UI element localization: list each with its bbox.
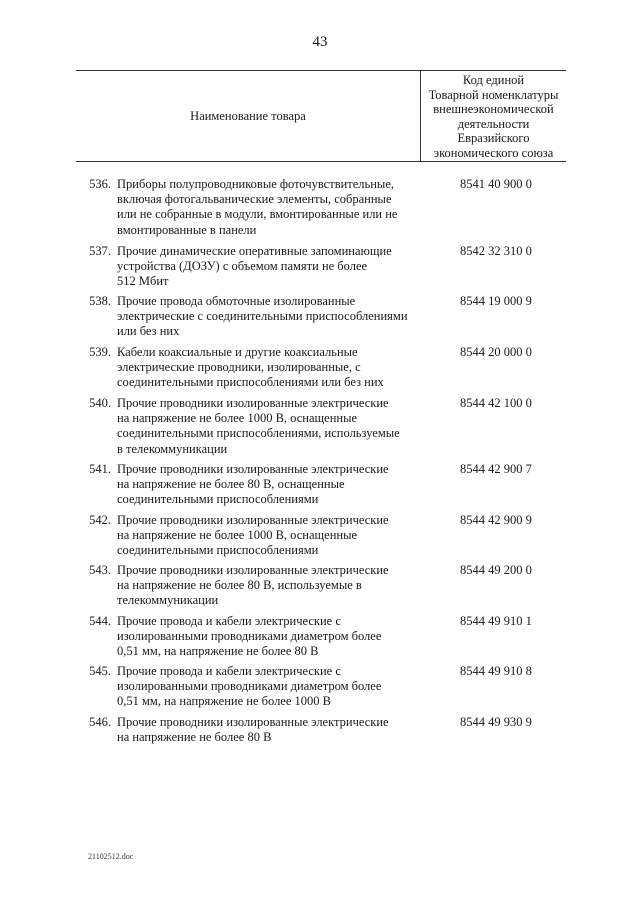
description-line: соединительными приспособлениями: [117, 543, 319, 558]
row-description: [117, 614, 417, 660]
row-code: 8542 32 310 0: [460, 244, 532, 258]
row-code: 8544 49 930 9: [460, 715, 532, 729]
description-line: на напряжение не более 80 В: [117, 730, 272, 745]
row-number: 546.: [89, 715, 111, 729]
row-code: 8544 49 200 0: [460, 563, 532, 577]
row-description: [117, 177, 417, 238]
row-description: [117, 294, 417, 340]
row-description: [117, 396, 417, 457]
header-code-line: Евразийского: [457, 131, 530, 146]
description-line: Прочие проводники изолированные электрические: [117, 462, 389, 476]
description-line: соединительными приспособлениями или без них: [117, 375, 384, 390]
description-line: соединительными приспособлениями, используемые: [117, 426, 400, 441]
description-line: электрические проводники, изолированные, с: [117, 360, 361, 375]
description-line: на напряжение не более 1000 В, оснащенные: [117, 528, 358, 543]
description-line: Кабели коаксиальные и другие коаксиальные: [117, 345, 358, 359]
row-code: 8544 42 900 7: [460, 462, 532, 476]
page-number: 43: [312, 34, 328, 50]
row-description: [117, 513, 417, 559]
footer-file-name: 21102512.doc: [88, 852, 134, 861]
description-line: Прочие провода обмоточные изолированные: [117, 294, 356, 308]
row-number: 537.: [89, 244, 111, 258]
description-line: включая фотогальванические элементы, собранные: [117, 192, 392, 207]
description-line: или без них: [117, 324, 180, 339]
description-line: Прочие провода и кабели электрические с: [117, 614, 341, 628]
description-line: изолированными проводниками диаметром более: [117, 679, 382, 694]
header-code-line: внешнеэкономической: [433, 102, 554, 117]
description-line: на напряжение не более 80 В, оснащенные: [117, 477, 345, 492]
description-line: Прочие проводники изолированные электрические: [117, 563, 389, 577]
description-line: телекоммуникации: [117, 593, 219, 608]
row-code: 8544 20 000 0: [460, 345, 532, 359]
description-line: или не собранные в модули, вмонтированные или не: [117, 207, 398, 222]
table-header: [76, 70, 566, 162]
row-number: 544.: [89, 614, 111, 628]
description-line: 512 Мбит: [117, 274, 169, 289]
row-number: 542.: [89, 513, 111, 527]
description-line: на напряжение не более 1000 В, оснащенные: [117, 411, 358, 426]
description-line: соединительными приспособлениями: [117, 492, 319, 507]
row-description: [117, 345, 417, 391]
description-line: Прочие проводники изолированные электрические: [117, 513, 389, 527]
description-line: 0,51 мм, на напряжение не более 80 В: [117, 644, 319, 659]
row-number: 538.: [89, 294, 111, 308]
row-description: [117, 715, 417, 745]
row-number: 543.: [89, 563, 111, 577]
description-line: Прочие проводники изолированные электрические: [117, 715, 389, 729]
row-description: [117, 563, 417, 609]
row-code: 8544 49 910 8: [460, 664, 532, 678]
row-number: 545.: [89, 664, 111, 678]
header-code-line: деятельности: [457, 116, 530, 131]
header-code-line: Товарной номенклатуры: [428, 87, 559, 102]
description-line: 0,51 мм, на напряжение не более 1000 В: [117, 694, 331, 709]
description-line: Прочие проводники изолированные электрические: [117, 396, 389, 410]
header-code-line: Код единой: [462, 73, 525, 87]
row-description: [117, 244, 417, 290]
row-number: 539.: [89, 345, 111, 359]
description-line: в телекоммуникации: [117, 441, 228, 456]
description-line: устройства (ДОЗУ) с объемом памяти не более: [117, 259, 368, 274]
row-code: 8544 42 900 9: [460, 513, 532, 527]
row-number: 541.: [89, 462, 111, 476]
description-line: изолированными проводниками диаметром более: [117, 629, 382, 644]
row-number: 540.: [89, 396, 111, 410]
row-number: 536.: [89, 177, 111, 191]
header-name-column: Наименование товара: [190, 109, 306, 123]
header-code-column: [421, 73, 566, 161]
row-code: 8544 19 000 9: [460, 294, 532, 308]
description-line: электрические с соединительными приспособлениями: [117, 309, 408, 324]
header-code-line: экономического союза: [433, 145, 554, 160]
description-line: Прочие провода и кабели электрические с: [117, 664, 341, 678]
row-code: 8541 40 900 0: [460, 177, 532, 191]
description-line: на напряжение не более 80 В, используемые в: [117, 578, 362, 593]
row-description: [117, 664, 417, 710]
description-line: Приборы полупроводниковые фоточувствительные,: [117, 177, 394, 191]
row-description: [117, 462, 417, 508]
row-code: 8544 49 910 1: [460, 614, 532, 628]
description-line: Прочие динамические оперативные запоминающие: [117, 244, 392, 258]
description-line: вмонтированные в панели: [117, 222, 257, 237]
row-code: 8544 42 100 0: [460, 396, 532, 410]
